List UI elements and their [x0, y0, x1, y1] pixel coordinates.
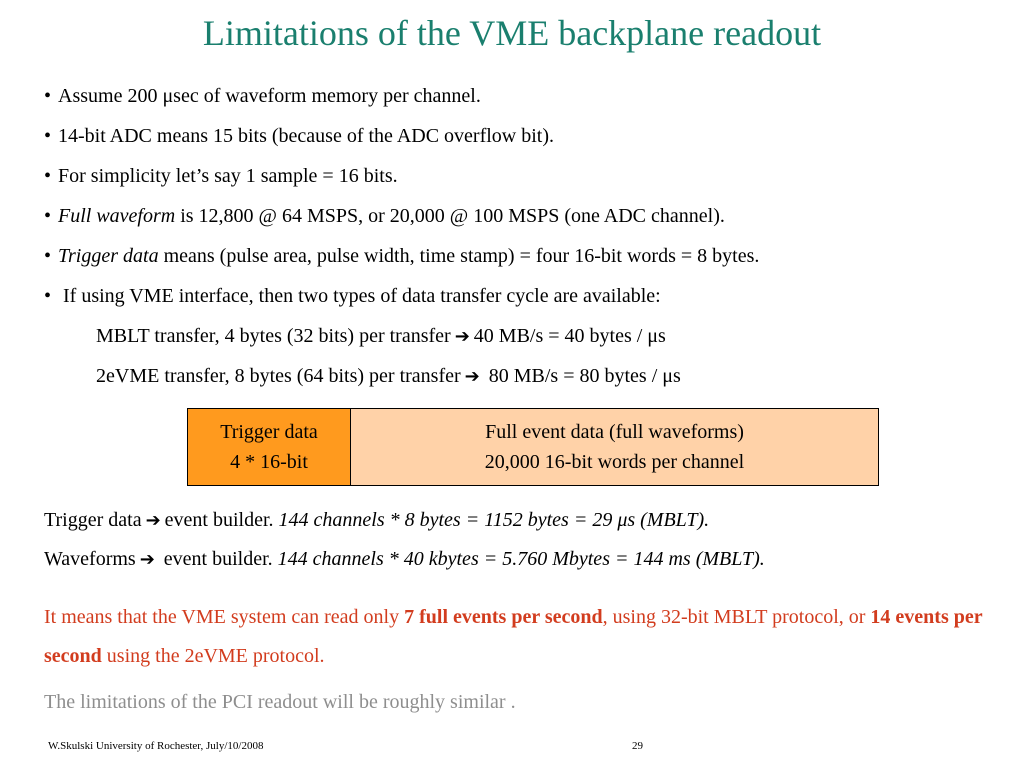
- full-event-box-size: 20,000 16-bit words per channel: [484, 451, 745, 473]
- waveforms-to-event-builder-line: [44, 545, 1004, 584]
- bullet-marker: •: [44, 205, 52, 227]
- sub-text: 40 MB/s = 40 bytes / μs: [473, 325, 666, 347]
- bullet-list: [44, 82, 1004, 402]
- bullet-marker: •: [44, 245, 52, 267]
- bullet-item-waveform-memory: [44, 82, 1004, 122]
- line-source: Trigger data: [44, 509, 142, 531]
- page-number: 29: [632, 740, 643, 752]
- line-calculation: 144 channels * 8 bytes = 1152 bytes = 29 μs (MBLT).: [273, 509, 710, 531]
- bullet-text: is 12,800 @ 64 MSPS, or 20,000 @ 100 MSPS (one ADC channel).: [175, 205, 725, 227]
- right-arrow-icon: ➔: [139, 549, 155, 570]
- line-calculation: 144 channels * 40 kbytes = 5.760 Mbytes = 144 ms (MBLT).: [272, 548, 765, 570]
- trigger-data-box: [188, 409, 351, 485]
- full-event-box-label: Full event data (full waveforms): [485, 421, 744, 443]
- slide-title: Limitations of the VME backplane readout: [202, 13, 822, 53]
- line-target: event builder.: [158, 548, 273, 570]
- bullet-emphasis: Full waveform: [58, 205, 176, 227]
- conclusion-highlight: 14 events per second: [44, 606, 983, 667]
- bullet-marker: •: [44, 285, 52, 307]
- bullet-text: If using VME interface, then two types of data transfer cycle are available:: [58, 285, 661, 307]
- bullet-item-trigger-data: [44, 242, 1004, 282]
- conclusion-part: , using 32-bit MBLT protocol, or: [602, 606, 871, 628]
- conclusion-part: It means that the VME system can read only: [44, 606, 405, 628]
- line-target: event builder.: [164, 509, 274, 531]
- conclusion-part: using the 2eVME protocol.: [101, 645, 325, 667]
- bullet-item-full-waveform: [44, 202, 1004, 242]
- bullet-marker: •: [44, 165, 52, 187]
- bullet-item-sample-size: [44, 162, 1004, 202]
- conclusion-highlight: 7 full events per second: [404, 606, 603, 628]
- full-event-data-box: [351, 409, 878, 485]
- footer-author: W.Skulski University of Rochester, July/10/2008: [48, 740, 264, 752]
- bullet-marker: •: [44, 85, 52, 107]
- bullet-item-vme-interface: [44, 282, 1004, 322]
- event-structure-diagram: [187, 408, 879, 486]
- sub-text: 80 MB/s = 80 bytes / μs: [483, 365, 681, 387]
- pci-note: The limitations of the PCI readout will be roughly similar .: [44, 691, 516, 713]
- sub-text: 2eVME transfer, 8 bytes (64 bits) per transfer: [96, 365, 461, 387]
- trigger-to-event-builder-line: [44, 506, 1004, 545]
- bullet-text: 14-bit ADC means 15 bits (because of the ADC overflow bit).: [58, 125, 555, 147]
- right-arrow-icon: ➔: [464, 366, 480, 387]
- bullet-text: For simplicity let’s say 1 sample = 16 bits.: [58, 165, 398, 187]
- sub-text: MBLT transfer, 4 bytes (32 bits) per transfer: [96, 325, 451, 347]
- sub-item-2evme: [44, 362, 1004, 402]
- trigger-box-label: Trigger data: [220, 421, 318, 443]
- event-builder-lines: [44, 506, 1004, 584]
- bullet-emphasis: Trigger data: [58, 245, 159, 267]
- right-arrow-icon: ➔: [145, 510, 161, 531]
- bullet-item-adc-bits: [44, 122, 1004, 162]
- bullet-text: Assume 200 μsec of waveform memory per channel.: [58, 85, 481, 107]
- trigger-box-size: 4 * 16-bit: [230, 451, 308, 473]
- sub-item-mblt: [44, 322, 1004, 362]
- right-arrow-icon: ➔: [454, 326, 470, 347]
- line-source: Waveforms: [44, 548, 136, 570]
- bullet-text: means (pulse area, pulse width, time stamp) = four 16-bit words = 8 bytes.: [158, 245, 760, 267]
- bullet-marker: •: [44, 125, 52, 147]
- conclusion-text: [44, 598, 984, 676]
